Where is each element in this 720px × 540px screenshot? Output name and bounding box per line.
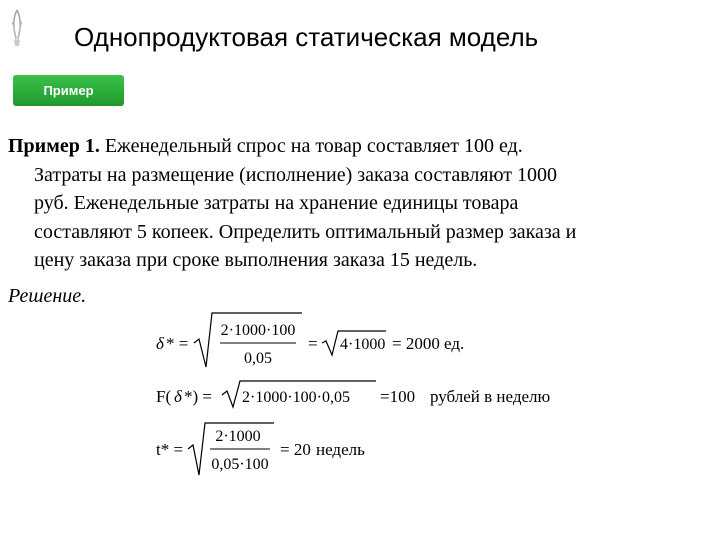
f1-denominator: 0,05 <box>244 350 272 367</box>
f2-lhs-symbol: δ <box>174 387 182 406</box>
f1-equals: = <box>308 334 318 353</box>
problem-line-2: Затраты на размещение (исполнение) заказа составляют 1000 <box>34 163 557 186</box>
problem-lead: Пример 1. <box>8 135 100 157</box>
example-badge: Пример <box>13 75 124 106</box>
f2-result: =100 <box>380 387 416 406</box>
f3-denominator: 0,05·100 <box>211 456 269 473</box>
problem-line-4: составляют 5 копеек. Определить оптимальный размер заказа и <box>34 220 577 243</box>
f1-lhs-symbol: δ <box>156 334 164 353</box>
formula-optimal-order-size <box>156 313 464 367</box>
f1-numerator: 2·1000·100 <box>220 322 296 339</box>
formula-order-cost <box>156 381 551 407</box>
f3-lhs: t* = <box>156 440 184 459</box>
f3-unit: недель <box>316 440 365 459</box>
problem-line-5: цену заказа при сроке выполнения заказа 15 недель. <box>34 249 478 271</box>
f2-unit: рублей в неделю <box>430 387 551 406</box>
f2-lhs-a: F( <box>156 387 172 406</box>
f2-radicand: 2·1000·100·0,05 <box>242 389 350 406</box>
page-title: Однопродуктовая статическая модель <box>74 22 539 52</box>
f3-numerator: 2·1000 <box>215 428 261 445</box>
f3-result: = 20 <box>280 440 311 459</box>
f1-middle: 4·1000 <box>340 336 386 353</box>
f1-lhs-rest: * = <box>166 334 189 353</box>
problem-line-1 <box>8 132 708 161</box>
solution-label: Решение. <box>8 285 87 307</box>
f1-unit: ед. <box>444 334 465 353</box>
formula-order-period <box>156 423 365 475</box>
logo-icon <box>8 8 26 48</box>
formula-block <box>150 305 600 485</box>
problem-text <box>8 132 708 275</box>
f1-result: = 2000 <box>392 334 440 353</box>
problem-line-3: руб. Еженедельные затраты на хранение единицы товара <box>34 192 519 214</box>
f2-lhs-b: *) = <box>184 387 212 406</box>
problem-line-1-text: Еженедельный спрос на товар составляет 100 ед. <box>99 135 523 157</box>
